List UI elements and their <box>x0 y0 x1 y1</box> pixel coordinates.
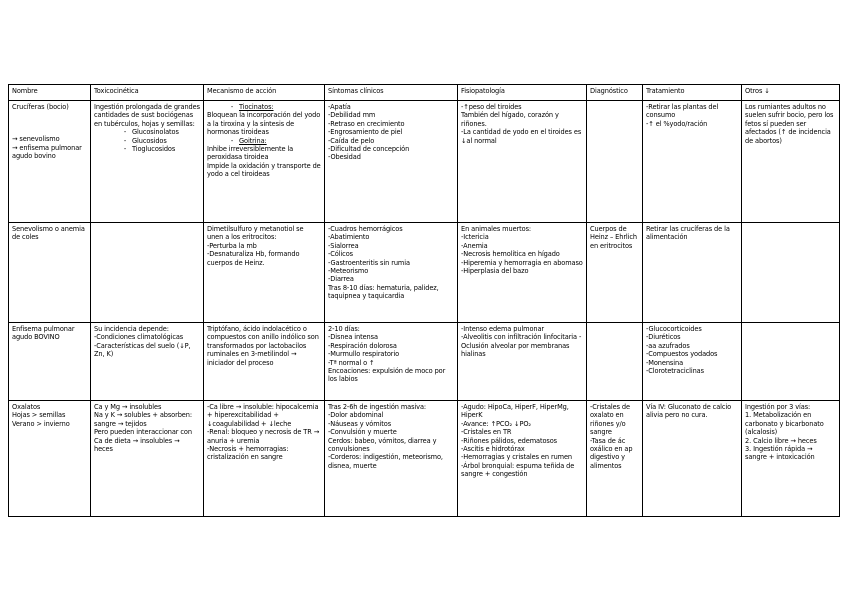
cell-text: -Tª normal o ↑ <box>328 358 375 367</box>
cell-text: -Ascitis e hidrotórax <box>461 445 525 454</box>
cell-text: Oxalatos <box>12 403 41 411</box>
cell-text: -Sialorrea <box>328 241 359 250</box>
cell-text: Tras 8-10 días: hematuria, palidez, taquipnea y taquicardia <box>328 283 439 301</box>
cell-text: -↑ el %yodo/ración <box>646 119 708 128</box>
cell-nombre <box>9 223 91 323</box>
cell-text: -Náuseas y vómitos <box>328 419 392 428</box>
cell-text: -Cristales en TR <box>461 428 512 437</box>
header-cell: Otros ↓ <box>742 85 840 101</box>
cell-text: -Cólicos <box>328 250 353 259</box>
header-cell: Tratamiento <box>643 85 742 101</box>
cell-text: Ca y Mg → insolubles <box>94 403 162 411</box>
cell-text: -Características del suelo (↓P, Zn, K) <box>94 341 191 359</box>
cell-text: - Goitrina: <box>230 136 267 145</box>
cell-mecanismo <box>204 323 325 401</box>
cell-text: -↑peso del tiroides <box>461 103 522 111</box>
header-cell: Síntomas clínicos <box>325 85 458 101</box>
cell-text: Verano > invierno <box>12 419 70 428</box>
header-cell: Nombre <box>9 85 91 101</box>
cell-text: Cuerpos de Heinz – Ehrlich en eritrocitos <box>590 225 638 250</box>
cell-text: -Desnaturaliza Hb, formando cuerpos de Heinz. <box>207 250 300 267</box>
cell-toxicocinetica <box>91 101 204 223</box>
cell-text: -Dificultad de concepción <box>328 145 410 154</box>
cell-fisiopatologia <box>458 223 587 323</box>
cell-text: -Obesidad <box>328 153 361 162</box>
cell-text: Cerdos: babeo, vómitos, diarrea y convulsiones <box>328 436 437 454</box>
cell-text: -aa azufrados <box>646 341 690 350</box>
cell-text: - Tioglucosidos <box>123 145 176 154</box>
cell-text: -Gastroenteritis sin rumia <box>328 258 410 267</box>
cell-text: -Riñones pálidos, edematosos <box>461 436 557 445</box>
table-row <box>9 401 840 517</box>
cell-text: -Retirar las plantas del consumo <box>646 103 719 120</box>
cell-diagnostico <box>587 323 643 401</box>
cell-text: Ingestión prolongada de grandes cantidades de sust bociógenas en tubérculos, hojas y semillas: <box>94 103 200 128</box>
cell-text: 2. Calcio libre → heces <box>745 436 817 445</box>
cell-text: -Caída de pelo <box>328 136 375 145</box>
cell-tratamiento <box>643 401 742 517</box>
cell-toxicocinetica <box>91 401 204 517</box>
cell-fisiopatologia <box>458 401 587 517</box>
cell-text: Retirar las crucíferas de la alimentación <box>646 225 730 242</box>
cell-otros <box>742 401 840 517</box>
cell-text: -Perturba la mb <box>207 241 257 250</box>
cell-text: -Abatimiento <box>328 233 370 242</box>
cell-text: Triptófano, ácido indolacético o compuestos con anillo indólico son transformados por lactobacilos ruminales en 3-metilindol → iniciador del proceso <box>207 325 319 367</box>
cell-text: Tiocinatos: <box>239 103 274 111</box>
cell-mecanismo <box>204 401 325 517</box>
cell-text: -Alveolitis con infiltración linfocitaria -Oclusión alveolar por membranas hialinas <box>461 333 582 359</box>
cell-text: -Hiperemia y hemorragia en abomaso <box>461 258 583 267</box>
cell-text: 1. Metabolización en carbonato y bicarbonato (alcalosis) <box>745 411 824 437</box>
cell-text: 2-10 días: <box>328 325 360 333</box>
cell-text: Ingestión por 3 vías: <box>745 403 811 411</box>
cell-fisiopatologia <box>458 323 587 401</box>
cell-text: -Compuestos yodados <box>646 350 718 359</box>
cell-text: -Debilidad mm <box>328 111 376 120</box>
cell-sintomas <box>325 401 458 517</box>
header-cell: Fisiopatología <box>458 85 587 101</box>
cell-text: -Ictericia <box>461 233 489 242</box>
cell-text: -Monensina <box>646 358 684 367</box>
cell-tratamiento <box>643 323 742 401</box>
cell-text: -Respiración dolorosa <box>328 341 397 350</box>
header-cell: Diagnóstico <box>587 85 643 101</box>
cell-sintomas <box>325 101 458 223</box>
cell-text: Pero pueden interaccionar con Ca de dieta → insolubles → heces <box>94 428 192 454</box>
cell-text: -Árbol bronquial: espuma teñida de sangre + congestión <box>461 461 575 479</box>
cell-mecanismo <box>204 223 325 323</box>
cell-text: → enfisema pulmonar agudo bovino <box>12 143 82 161</box>
cell-text: - Glucosidos <box>123 136 167 145</box>
cell-text: Impide la oxidación y transporte de yodo a cel tiroideas <box>207 161 321 179</box>
cell-text: -Murmullo respiratorio <box>328 350 400 359</box>
cell-text: En animales muertos: <box>461 225 532 233</box>
cell-text: Senevolismo o anemia de coles <box>12 225 85 242</box>
header-row <box>9 85 840 101</box>
cell-text: Crucíferas (bocio) <box>12 103 69 111</box>
cell-text: Su incidencia depende: <box>94 325 169 333</box>
cell-text: -Anemia <box>461 241 488 250</box>
cell-text: -Retraso en crecimiento <box>328 119 405 128</box>
header-cell: Toxicocinética <box>91 85 204 101</box>
cell-fisiopatologia <box>458 101 587 223</box>
cell-otros <box>742 223 840 323</box>
cell-text: - Tiocinatos: <box>230 103 274 111</box>
cell-text: -Corderos: indigestión, meteorismo, disnea, muerte <box>328 453 443 470</box>
cell-text: -Meteorismo <box>328 267 369 276</box>
cell-text: -Necrosis hemolítica en hígado <box>461 250 560 259</box>
cell-text: -Renal: bloqueo y necrosis de TR → anuria + uremia <box>207 428 320 445</box>
cell-diagnostico <box>587 401 643 517</box>
cell-text: Tioglucosidos <box>132 145 176 154</box>
cell-nombre <box>9 401 91 517</box>
table-row <box>9 101 840 223</box>
cell-diagnostico <box>587 223 643 323</box>
cell-text: -Convulsión y muerte <box>328 428 397 437</box>
table-row <box>9 223 840 323</box>
cell-text: -Tasa de ác oxálico en ap digestivo y alimentos <box>590 436 633 470</box>
cell-tratamiento <box>643 223 742 323</box>
cell-text: -Hiperplasia del bazo <box>461 267 529 276</box>
cell-sintomas <box>325 323 458 401</box>
cell-nombre <box>9 101 91 223</box>
cell-tratamiento <box>643 101 742 223</box>
cell-text: -Ca libre → insoluble: hipocalcemia + hiperexcitabilidad + ↓coagulabilidad + ↓leche <box>207 403 319 428</box>
cell-text: -Dolor abdominal <box>328 411 384 420</box>
cell-text: Encoaciones: expulsión de moco por los labios <box>328 367 446 384</box>
cell-text: -Intenso edema pulmonar <box>461 325 545 333</box>
cell-text: Na y K → solubles + absorben: sangre → tejidos <box>94 411 192 428</box>
cell-text: -Cristales de oxalato en riñones y/o sangre <box>590 403 630 437</box>
cell-toxicocinetica <box>91 223 204 323</box>
cell-text: Goitrina: <box>239 136 267 145</box>
cell-text: Glucosidos <box>132 136 167 145</box>
cell-diagnostico <box>587 101 643 223</box>
cell-text: Inhibe irreversiblemente la peroxidasa tiroidea <box>207 145 294 162</box>
cell-text: Tras 2-6h de ingestión masiva: <box>328 403 427 411</box>
cell-text: -Condiciones climatológicas <box>94 333 184 342</box>
cell-text: -Clorotetraciclinas <box>646 367 704 376</box>
cell-text: -Hemorragias y cristales en rumen <box>461 453 573 462</box>
cell-text: Vía IV: Gluconato de calcio alivia pero no cura. <box>646 403 732 420</box>
cell-text: -Cuadros hemorrágicos <box>328 225 403 233</box>
cell-text: - Glucosinolatos <box>123 128 179 137</box>
cell-text: -Engrosamiento de piel <box>328 128 403 137</box>
cell-text: -Diarrea <box>328 275 354 284</box>
table-row <box>9 323 840 401</box>
cell-mecanismo <box>204 101 325 223</box>
cell-text: Glucosinolatos <box>132 128 179 137</box>
cell-text: Dimetilsulfuro y metanotiol se unen a los eritrocitos: <box>207 225 304 242</box>
cell-text: -Disnea intensa <box>328 333 378 342</box>
cell-text: Hojas > semillas <box>12 411 66 420</box>
cell-text: -Glucocorticoides <box>646 325 702 333</box>
cell-text: → senevolismo <box>12 135 60 144</box>
cell-otros <box>742 323 840 401</box>
cell-text: -Apatía <box>328 103 351 111</box>
header-cell: Mecanismo de acción <box>204 85 325 101</box>
toxicology-table <box>8 84 840 517</box>
cell-text: -La cantidad de yodo en el tiroides es ↓al normal <box>461 128 582 145</box>
cell-otros <box>742 101 840 223</box>
cell-text: Bloquean la incorporación del yodo a la tiroxina y la síntesis de hormonas tiroideas <box>207 111 321 137</box>
cell-text: -Diuréticos <box>646 333 681 342</box>
cell-text: 3. Ingestión rápida → sangre + intoxicación <box>745 445 815 462</box>
cell-text: Los rumiantes adultos no suelen sufrir bocio, pero los fetos sí pueden ser afectados (↑ de incidencia de abortos) <box>745 103 834 145</box>
cell-text: -Avance: ↑PCO₂ ↓PO₂ <box>461 419 531 428</box>
cell-nombre <box>9 323 91 401</box>
cell-text: También del hígado, corazón y riñones. <box>461 111 559 128</box>
cell-text: -Agudo: HipoCa, HiperF, HiperMg, HiperK <box>461 403 569 420</box>
cell-toxicocinetica <box>91 323 204 401</box>
cell-text: Enfisema pulmonar agudo BOVINO <box>12 325 75 342</box>
cell-text: -Necrosis + hemorragias: cristalización en sangre <box>207 445 289 462</box>
cell-sintomas <box>325 223 458 323</box>
